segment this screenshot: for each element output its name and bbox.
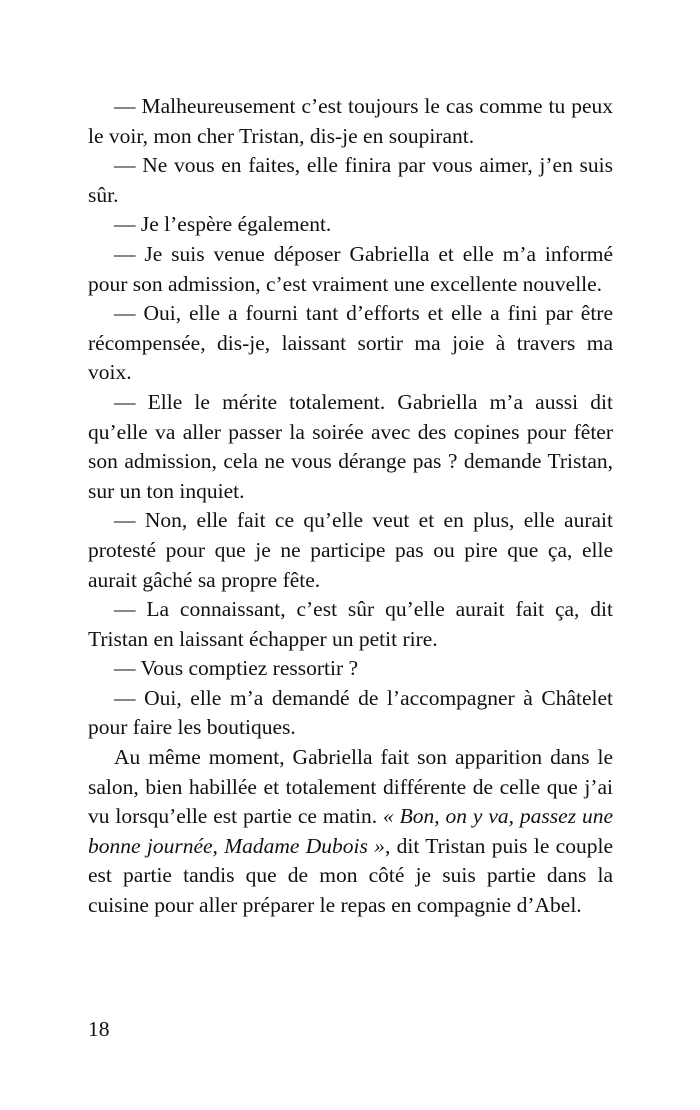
- paragraph: — Je suis venue déposer Gabriella et elle m’a informé pour son admission, c’est vraiment une excellente nouvelle.: [88, 241, 613, 296]
- paragraph: — Ne vous en faites, elle finira par vous aimer, j’en suis sûr.: [88, 153, 613, 207]
- paragraph: — La connaissant, c’est sûr qu’elle aurait fait ça, dit Tristan en laissant échapper un petit rire.: [88, 597, 613, 651]
- final-paragraph-before: Au même moment, Gabriella fait son apparition dans le salon, bien habillée et totalement différente de celle que j’ai vu lorsqu’elle est partie ce matin.: [88, 745, 613, 829]
- italic-quote: « Bon, on y va, passez une bonne journée, Madame Dubois »: [88, 804, 613, 858]
- paragraph: — Elle le mérite totalement. Gabriella m’a aussi dit qu’elle va aller passer la soirée avec des copines pour fêter son admission, cela ne vous dérange pas ? demande Tristan, sur un ton inquiet.: [88, 389, 613, 503]
- paragraph: — Je l’espère également.: [114, 212, 332, 237]
- paragraph: — Oui, elle m’a demandé de l’accompagner à Châtelet pour faire les boutiques.: [88, 685, 613, 740]
- final-paragraph: [88, 743, 613, 921]
- final-paragraph-after: , dit Tristan puis le couple est partie tandis que de mon côté je suis partie dans la cuisine pour aller préparer le repas en compagnie d’Abel.: [88, 833, 613, 918]
- paragraph: — Malheureusement c’est toujours le cas comme tu peux le voir, mon cher Tristan, dis-je en soupirant.: [88, 94, 613, 148]
- paragraph: — Vous comptiez ressortir ?: [114, 656, 359, 681]
- page-body: [88, 92, 613, 921]
- paragraph: — Non, elle fait ce qu’elle veut et en plus, elle aurait protesté pour que je ne participe pas ou pire que ça, elle aurait gâché sa propre fête.: [88, 508, 613, 592]
- paragraph: — Oui, elle a fourni tant d’efforts et elle a fini par être récompensée, dis-je, laissant sortir ma joie à travers ma voix.: [88, 301, 613, 385]
- page-number: 18: [88, 1017, 110, 1041]
